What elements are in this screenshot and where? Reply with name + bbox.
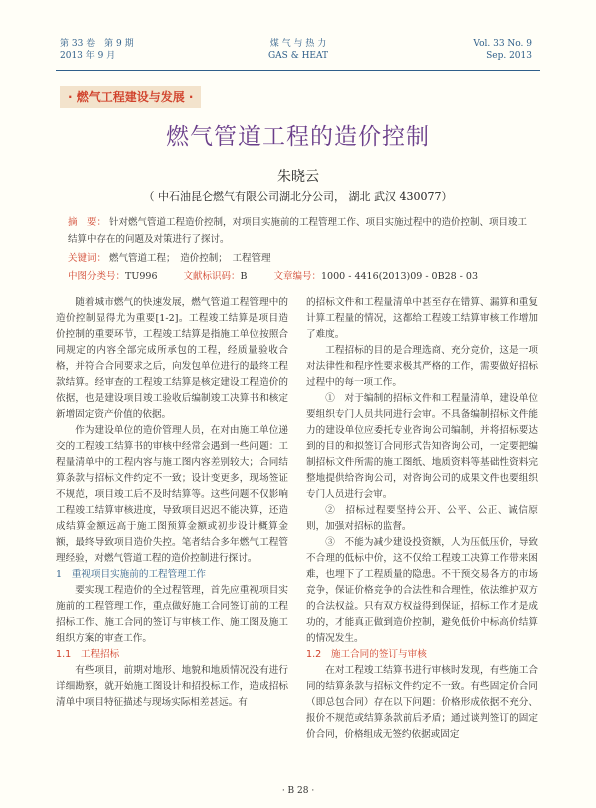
clc-label: 中图分类号： [68, 271, 126, 282]
article-title: 燃气管道工程的造价控制 [166, 124, 430, 150]
body-paragraph: ② 招标过程要坚持公开、公平、公正、诚信原则，加强对招标的监督。 [306, 505, 538, 532]
left-column [56, 295, 288, 711]
author-affiliation: （ 中石油昆仑燃气有限公司湖北分公司， 湖北 武汉 430077） [143, 190, 453, 203]
right-column [306, 295, 538, 743]
keywords-label: 关键词： [68, 253, 107, 264]
abstract [68, 214, 528, 248]
section-banner: · 燃气工程建设与发展 · [60, 86, 201, 108]
body-paragraph: 随着城市燃气的快速发展，燃气管道工程管理中的造价控制显得尤为重要[1-2]。工程竣工结算是项目造价控制的重要环节，工程竣工结算是指施工单位按照合同规定的内容全部完成所承包的工程，经质量验收合格，并符合合同要求之后，向发包单位进行的最终工程款结算。经审查的工程竣工结算是核定建设工程造价的依据，也是建设项目竣工验收后编制竣工决算书和核定新增固定资产价值的依据。 [56, 297, 288, 420]
body-paragraph: ① 对于编制的招标文件和工程量清单，建设单位要组织专门人员共同进行会审。不具备编制招标文件能力的建设单位应委托专业咨询公司编制，并将招标要达到的目的和拟签订合同形式告知咨询公司，一定要把编制招标文件所需的施工图纸、地质资料等基础性资料完整地提供给咨询公司，对咨询公司的成果文件也要组织专门人员进行会审。 [306, 393, 538, 500]
page-number: · B 28 · [281, 786, 315, 796]
section-heading-1-1: 1.1 工程招标 [56, 649, 120, 660]
abstract-text: 针对燃气管道工程造价控制，对项目实施前的工程管理工作、项目实施过程中的造价控制、项目竣工结算中存在的问题及对策进行了探讨。 [68, 217, 528, 245]
section-heading-1: 1 重视项目实施前的工程管理工作 [56, 569, 207, 580]
doc-code-label: 文献标识码： [183, 271, 241, 282]
classification-line [68, 268, 528, 285]
article-number-label: 文章编号： [273, 271, 322, 282]
article-number-value: 1000 - 4416(2013)09 - 0B28 - 03 [321, 271, 478, 282]
body-paragraph: 工程招标的目的是合理选商、充分竞价，这是一项对法律性和程序性要求极其严格的工作，需要做好招标过程中的每一项工作。 [306, 345, 538, 388]
body-paragraph: 有些项目，前期对地形、地貌和地质情况没有进行详细勘察，就开始施工图设计和招投标工作，造成招标清单中项目特征描述与现场实际相差甚远。有 [56, 665, 288, 708]
journal-name-cn: 煤 气 与 热 力 [269, 39, 327, 49]
doc-code-value: B [240, 271, 248, 282]
journal-volume-info-en [473, 38, 532, 62]
keywords [68, 250, 528, 267]
body-paragraph: 要实现工程造价的全过程管理，首先应重视项目实施前的工程管理工作，重点做好施工合同签订前的工程招标工作、施工合同的签订与审核工作、施工图及施工组织方案的审查工作。 [56, 585, 288, 644]
publish-date-en: Sep. 2013 [486, 51, 532, 61]
author-name: 朱晓云 [277, 169, 319, 185]
body-paragraph: 作为建设单位的造价管理人员，在对由施工单位递交的工程竣工结算书的审核中经常会遇到一些问题：工程量清单中的工程内容与施工图内容差别较大；合同结算条款与招标文件约定不一致；设计变更多，现场签证不规范，项目竣工后不及时结算等。这些问题不仅影响工程竣工结算审核进度，导致项目迟迟不能决算，还造成结算金额远高于施工图预算金额或初步设计概算金额，最终导致项目造价失控。笔者结合多年燃气工程管理经验，对燃气管道工程的造价控制进行探讨。 [56, 425, 288, 564]
volume-issue-en: Vol. 33 No. 9 [473, 39, 532, 49]
body-paragraph: 的招标文件和工程量清单中甚至存在错算、漏算和重复计算工程量的情况，这都给工程竣工结算审核工作增加了难度。 [306, 297, 538, 340]
body-paragraph: ③ 不能为减少建设投资额，人为压低压价，导致不合理的低标中价，这不仅给工程竣工决算工作带来困难，也埋下了工程质量的隐患。不干预交易各方的市场竞争，保证价格竞争的合法性和合理性，依法维护双方的合法权益。只有双方权益得到保证，招标工作才是成功的，才能真正做到造价控制，避免低价中标高价结算的情况发生。 [306, 537, 538, 644]
clc-value: TU996 [125, 271, 158, 282]
header-rule [56, 70, 540, 71]
volume-issue: 第 33 卷 第 9 期 [60, 39, 134, 49]
keywords-text: 燃气管道工程； 造价控制； 工程管理 [109, 253, 271, 264]
publish-date: 2013 年 9 月 [60, 51, 116, 61]
body-paragraph: 在对工程竣工结算书进行审核时发现，有些施工合同的结算条款与招标文件约定不一致。有些固定价合同（即总包合同）存在以下问题：价格形成依据不充分、报价不规范或结算条款前后矛盾；通过谈判签订的固定价合同，价格组成无签约依据或固定 [306, 665, 538, 740]
journal-name-en: GAS & HEAT [267, 51, 329, 61]
section-heading-1-2: 1.2 施工合同的签订与审核 [306, 649, 427, 660]
abstract-label: 摘 要： [68, 217, 107, 228]
